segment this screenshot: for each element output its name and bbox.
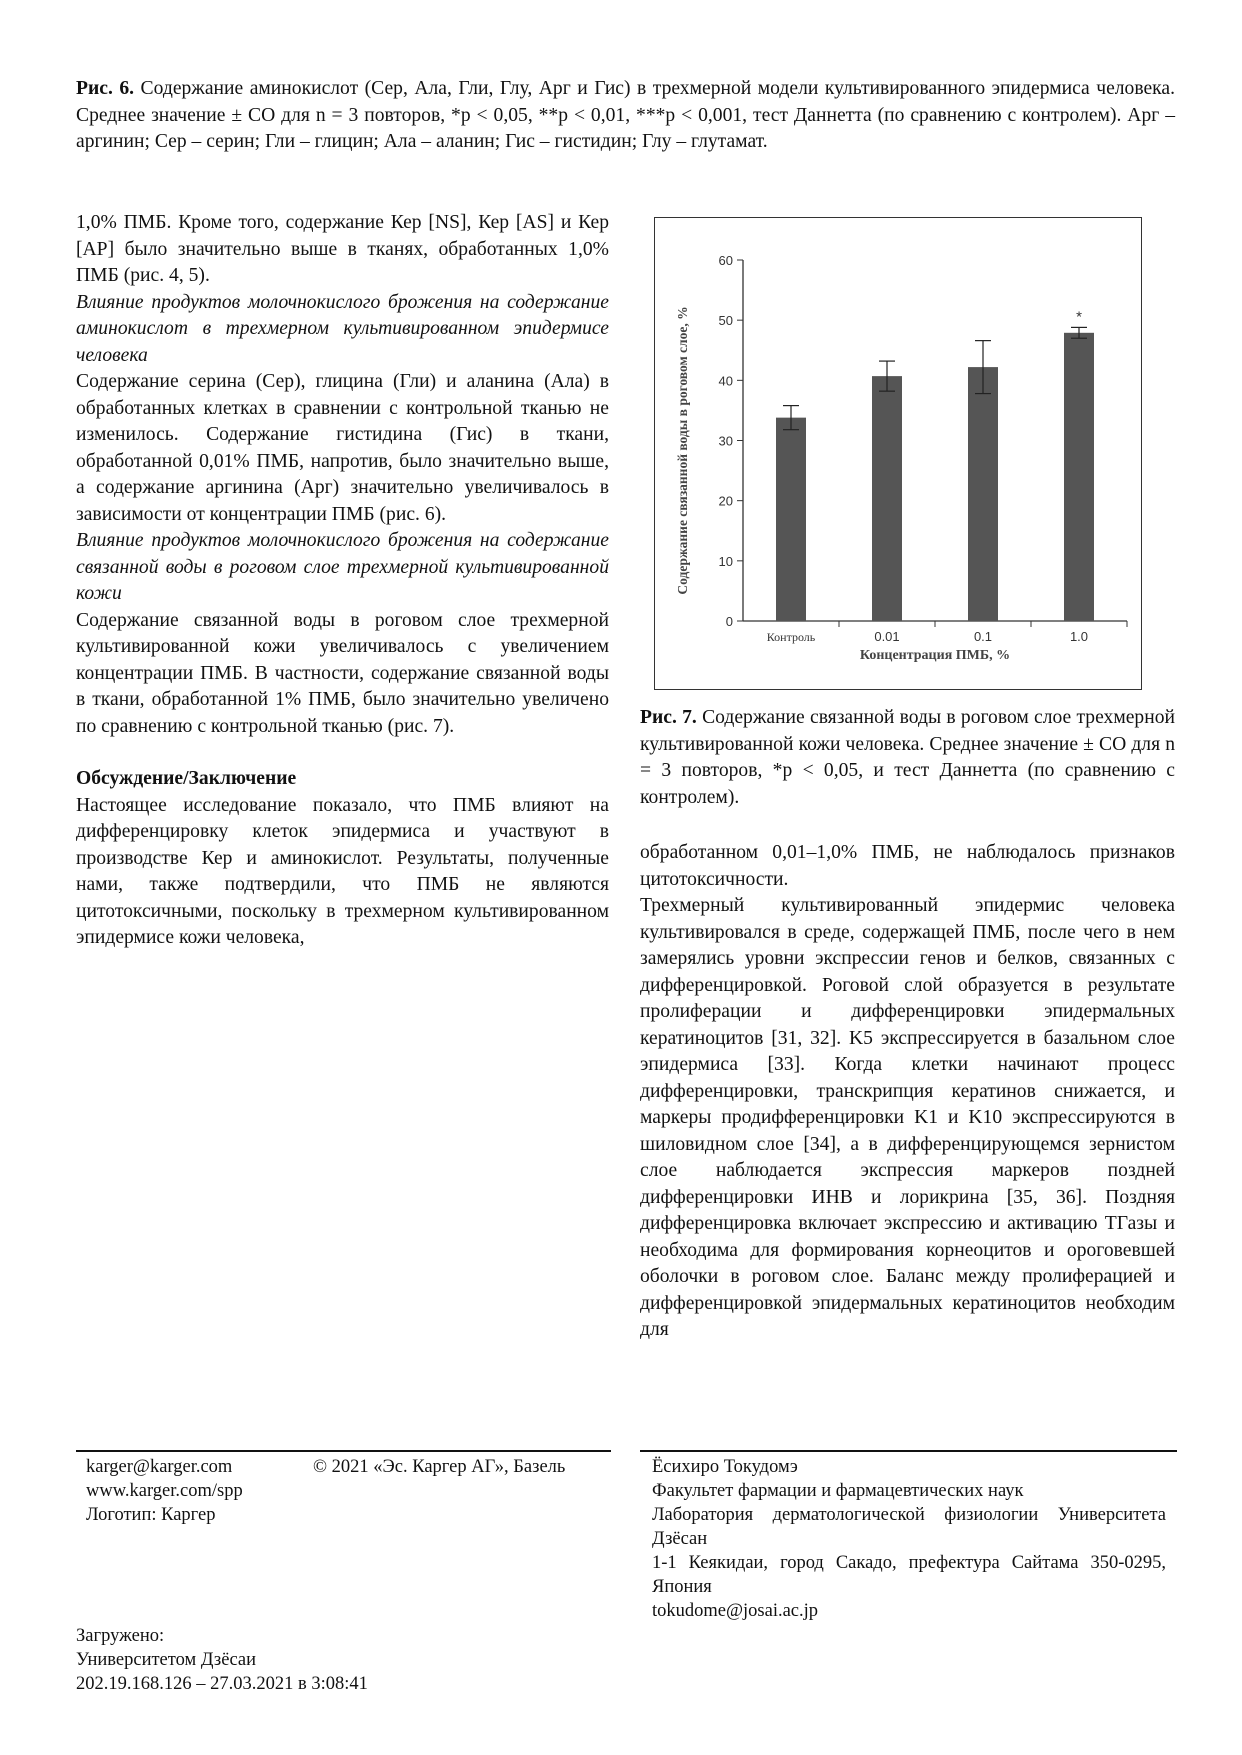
y-tick-label: 40 [718, 373, 733, 389]
x-tick-label: 0.1 [973, 629, 993, 644]
y-tick-label: 0 [725, 614, 733, 629]
x-tick-label: 1.0 [1069, 629, 1089, 644]
section-heading: Обсуждение/Заключение [76, 768, 297, 789]
y-tick-label: 10 [718, 553, 733, 569]
publisher-logo-text: Логотип: Каргер [86, 1505, 216, 1525]
paragraph: обработанном 0,01–1,0% ПМБ, не наблюдалось признаков цитотоксичности. [640, 842, 1175, 890]
x-tick-label: 0.01 [874, 629, 900, 644]
paragraph: Содержание серина (Сер), глицина (Гли) и аланина (Ала) в обработанных клетках в сравнении с контрольной тканью не изменилось. Содержание гистидина (Гис) в ткани, обработанной 0,01% ПМБ, напротив, было значительно выше, а содержание аргинина (Арг) значительно увеличивалось в зависимости от концентрации ПМБ (рис. 6). [76, 371, 609, 525]
download-info: 202.19.168.126 – 27.03.2021 в 3:08:41 [76, 1674, 368, 1694]
bar-chart [655, 218, 1143, 691]
significance-marker: * [1076, 308, 1082, 326]
paragraph: Содержание связанной воды в роговом слое трехмерной культивированной кожи увеличивалось с увеличением концентрации ПМБ. В частности, содержание связанной воды в ткани, обработанной 1% ПМБ, было значительно увеличено по сравнению с контрольной тканью (рис. 7). [76, 609, 609, 737]
bar [1064, 333, 1094, 621]
y-tick-label: 20 [718, 493, 733, 509]
figure-7-chart [654, 217, 1142, 690]
affiliation: Факультет фармации и фармацевтических наук [652, 1481, 1024, 1501]
footer-divider-right [640, 1450, 1177, 1452]
y-tick-label: 60 [718, 253, 733, 268]
download-institution: Университетом Дзёсаи [76, 1650, 256, 1670]
publisher-email: karger@karger.com [86, 1457, 233, 1477]
left-column [76, 210, 609, 952]
right-column [640, 840, 1175, 1344]
paragraph: Трехмерный культивированный эпидермис человека культивировался в среде, содержащей ПМБ, после чего в нем замерялись уровни экспрессии генов и белков, связанных с дифференцировкой. Роговой слой образуется в результате пролиферации и дифференцировки эпидермальных кератиноцитов [31, 32]. K5 экспрессируется в базальном слое эпидермиса [33]. Когда клетки начинают процесс дифференцировки, транскрипция кератинов снижается, и маркеры продифференцировки K1 и K10 экспрессируются в шиловидном слое [34], а в дифференцирующемся зернистом слое наблюдается экспрессия маркеров поздней дифференцировки ИНВ и лорикрина [35, 36]. Поздняя дифференцировка включает экспрессию и активацию ТГазы и необходима для формирования корнеоцитов и ороговевшей оболочки в роговом слое. Баланс между пролиферацией и дифференцировкой эпидермальных кератиноцитов необходим для [640, 895, 1175, 1340]
bar [872, 376, 902, 621]
address: 1-1 Кеякидаи, город Сакадо, префектура Сайтама 350-0295, Япония [652, 1553, 1166, 1597]
figure-6-caption-text: Содержание аминокислот (Сер, Ала, Гли, Глу, Арг и Гис) в трехмерной модели культивированного эпидермиса человека. Среднее значение ± СО для n = 3 повторов, *p < 0,05, **p < 0,01, ***p < 0,001, тест Даннетта (по сравнению с контролем). Арг – аргинин; Сер – серин; Гли – глицин; Ала – аланин; Гис – гистидин; Глу – глутамат. [76, 78, 1175, 152]
footer-divider-left [76, 1450, 611, 1452]
download-label: Загружено: [76, 1626, 165, 1646]
figure-6-caption [76, 76, 1175, 156]
x-tick-label: Контроль [766, 630, 816, 644]
paragraph: 1,0% ПМБ. Кроме того, содержание Кер [NS], Кер [AS] и Кер [AP] было значительно выше в тканях, обработанных 1,0% ПМБ (рис. 4, 5). [76, 212, 609, 286]
subheading: Влияние продуктов молочнокислого брожения на содержание связанной воды в роговом слое трехмерной культивированной кожи [76, 530, 609, 604]
bar [968, 367, 998, 621]
figure-7-caption-text: Содержание связанной воды в роговом слое трехмерной культивированной кожи человека. Среднее значение ± СО для n = 3 повторов, *p < 0,05, и тест Даннетта (по сравнению с контролем). [640, 707, 1175, 808]
x-axis-label: Концентрация ПМБ, % [859, 648, 1011, 663]
copyright: © 2021 «Эс. Каргер АГ», Базель [313, 1457, 566, 1477]
publisher-site: www.karger.com/spp [86, 1481, 243, 1501]
subheading: Влияние продуктов молочнокислого брожения на содержание аминокислот в трехмерном культивированном эпидермисе человека [76, 291, 609, 366]
y-axis-label: Содержание связанной воды в роговом слое, % [675, 306, 690, 595]
y-tick-label: 50 [718, 313, 733, 329]
author-name: Ёсихиро Токудомэ [652, 1457, 798, 1477]
y-tick-label: 30 [718, 433, 733, 449]
bar [776, 418, 806, 621]
affiliation-lab: Лаборатория дерматологической физиологии Университета Дзёсан [652, 1505, 1166, 1549]
figure-6-label: Рис. 6. [76, 78, 135, 99]
author-email: tokudome@josai.ac.jp [652, 1601, 819, 1621]
figure-7-label: Рис. 7. [640, 707, 697, 728]
paragraph: Настоящее исследование показало, что ПМБ влияют на дифференцировку клеток эпидермиса и участвуют в производстве Кер и аминокислот. Результаты, полученные нами, также подтвердили, что ПМБ не являются цитотоксичными, поскольку в трехмерном культивированном эпидермисе кожи человека, [76, 794, 609, 948]
figure-7-caption [640, 705, 1175, 811]
